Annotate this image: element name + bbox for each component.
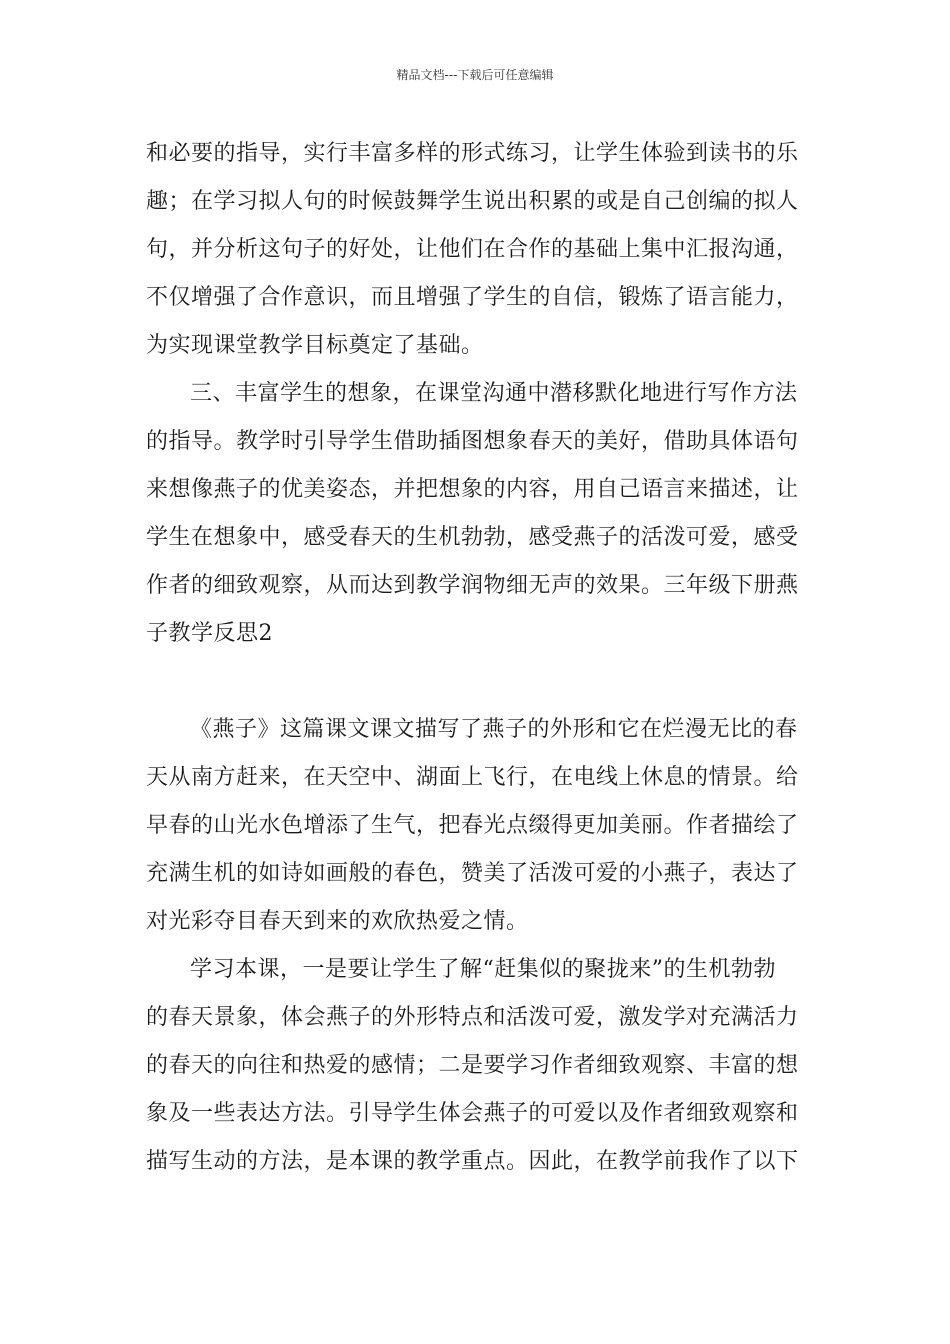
text-line: 充满生机的如诗如画般的春色，赞美了活泼可爱的小燕子，表达了: [146, 861, 799, 886]
text-line: 不仅增强了合作意识，而且增强了学生的自信，锻炼了语言能力，: [146, 285, 799, 310]
text-line: 天从南方赶来，在天空中、湖面上飞行，在电线上休息的情景。给: [146, 765, 799, 790]
page-header: 精品文档---下载后可任意编辑: [396, 68, 554, 82]
text-line: 来想像燕子的优美姿态，并把想象的内容，用自己语言来描述，让: [146, 477, 799, 502]
text-line: 象及一些表达方法。引导学生体会燕子的可爱以及作者细致观察和: [146, 1101, 799, 1126]
text-line: 三、丰富学生的想象，在课堂沟通中潜移默化地进行写作方法: [190, 381, 798, 406]
text-line: 子教学反思2: [146, 621, 273, 646]
text-line: 为实现课堂教学目标奠定了基础。: [146, 333, 484, 358]
text-line: 对光彩夺目春天到来的欢欣热爱之情。: [146, 909, 529, 934]
text-line: 句，并分析这句子的好处，让他们在合作的基础上集中汇报沟通，: [146, 237, 799, 262]
text-line: 早春的山光水色增添了生气，把春光点缀得更加美丽。作者描绘了: [146, 813, 799, 838]
text-line: 的指导。教学时引导学生借助插图想象春天的美好，借助具体语句: [146, 429, 799, 454]
text-line: 《燕子》这篇课文课文描写了燕子的外形和它在烂漫无比的春: [190, 717, 798, 742]
document-body: [146, 130, 806, 1186]
text-line: 的春天的向往和热爱的感情；二是要学习作者细致观察、丰富的想: [146, 1053, 799, 1078]
text-line: 描写生动的方法，是本课的教学重点。因此，在教学前我作了以下: [146, 1149, 799, 1174]
text-line: 学生在想象中，感受春天的生机勃勃，感受燕子的活泼可爱，感受: [146, 525, 799, 550]
paragraph-gap: [146, 658, 806, 706]
text-line: 趣；在学习拟人句的时候鼓舞学生说出积累的或是自己创编的拟人: [146, 189, 799, 214]
text-line: 学习本课，一是要让学生了解“赶集似的聚拢来”的生机勃勃: [190, 957, 776, 982]
text-line: 和必要的指导，实行丰富多样的形式练习，让学生体验到读书的乐: [146, 141, 799, 166]
text-line: 作者的细致观察，从而达到教学润物细无声的效果。三年级下册燕: [146, 573, 799, 598]
text-line: 的春天景象，体会燕子的外形特点和活泼可爱，激发学对充满活力: [146, 1005, 799, 1030]
